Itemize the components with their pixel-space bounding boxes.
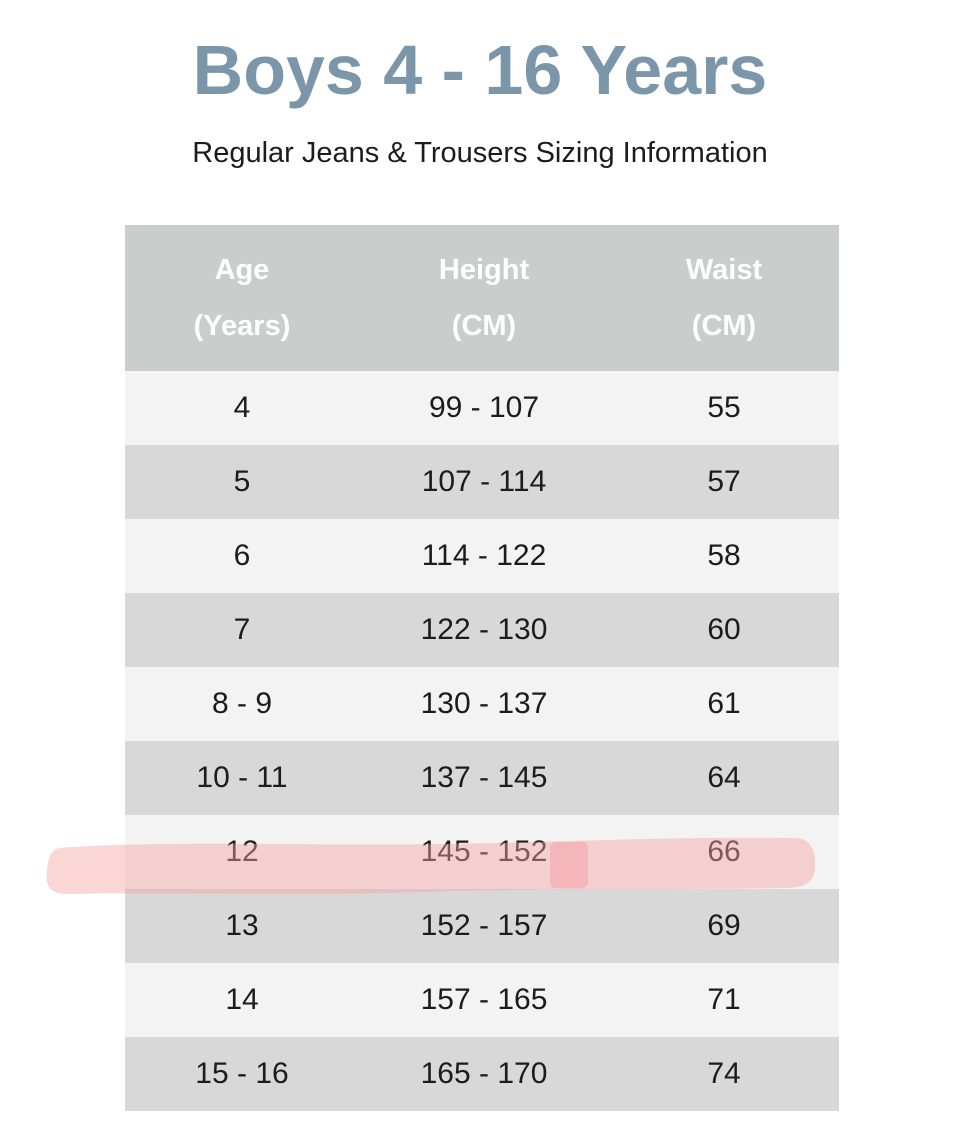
- page-title: Boys 4 - 16 Years: [192, 31, 768, 109]
- height-cell: 99 - 107: [359, 371, 609, 445]
- age-cell: 7: [125, 593, 359, 667]
- height-cell: 130 - 137: [359, 667, 609, 741]
- height-cell: 165 - 170: [359, 1037, 609, 1111]
- waist-cell: 66: [609, 815, 839, 889]
- table-row: [125, 519, 839, 593]
- age-cell: 13: [125, 889, 359, 963]
- table-row: [125, 1037, 839, 1111]
- age-cell: 15 - 16: [125, 1037, 359, 1111]
- header-waist-label: Waist: [685, 254, 763, 286]
- header-waist: [609, 225, 839, 371]
- waist-cell: 57: [609, 445, 839, 519]
- waist-cell: 74: [609, 1037, 839, 1111]
- header-age: [125, 225, 359, 371]
- age-cell: 4: [125, 371, 359, 445]
- age-cell: 8 - 9: [125, 667, 359, 741]
- height-cell: 107 - 114: [359, 445, 609, 519]
- header-height-unit: (CM): [451, 310, 517, 342]
- waist-cell: 69: [609, 889, 839, 963]
- height-cell: 145 - 152: [359, 815, 609, 889]
- waist-cell: 55: [609, 371, 839, 445]
- waist-cell: 61: [609, 667, 839, 741]
- height-cell: 157 - 165: [359, 963, 609, 1037]
- waist-cell: 60: [609, 593, 839, 667]
- header-height: [359, 225, 609, 371]
- age-cell: 10 - 11: [125, 741, 359, 815]
- waist-cell: 71: [609, 963, 839, 1037]
- page-subtitle: Regular Jeans & Trousers Sizing Information: [192, 137, 768, 169]
- table-row-highlighted: [125, 815, 839, 889]
- table-header-row: [125, 225, 839, 371]
- age-cell: 5: [125, 445, 359, 519]
- table-row: [125, 963, 839, 1037]
- waist-cell: 58: [609, 519, 839, 593]
- table-row: [125, 741, 839, 815]
- header-waist-unit: (CM): [691, 310, 757, 342]
- age-cell: 12: [125, 815, 359, 889]
- table-row: [125, 371, 839, 445]
- table-row: [125, 593, 839, 667]
- age-cell: 6: [125, 519, 359, 593]
- header-age-label: Age: [214, 254, 270, 286]
- height-cell: 122 - 130: [359, 593, 609, 667]
- table-row: [125, 667, 839, 741]
- size-chart-table: [125, 225, 839, 1111]
- height-cell: 137 - 145: [359, 741, 609, 815]
- height-cell: 114 - 122: [359, 519, 609, 593]
- height-cell: 152 - 157: [359, 889, 609, 963]
- table-row: [125, 889, 839, 963]
- age-cell: 14: [125, 963, 359, 1037]
- table-row: [125, 445, 839, 519]
- header-height-label: Height: [438, 254, 530, 286]
- waist-cell: 64: [609, 741, 839, 815]
- header-age-unit: (Years): [193, 310, 291, 342]
